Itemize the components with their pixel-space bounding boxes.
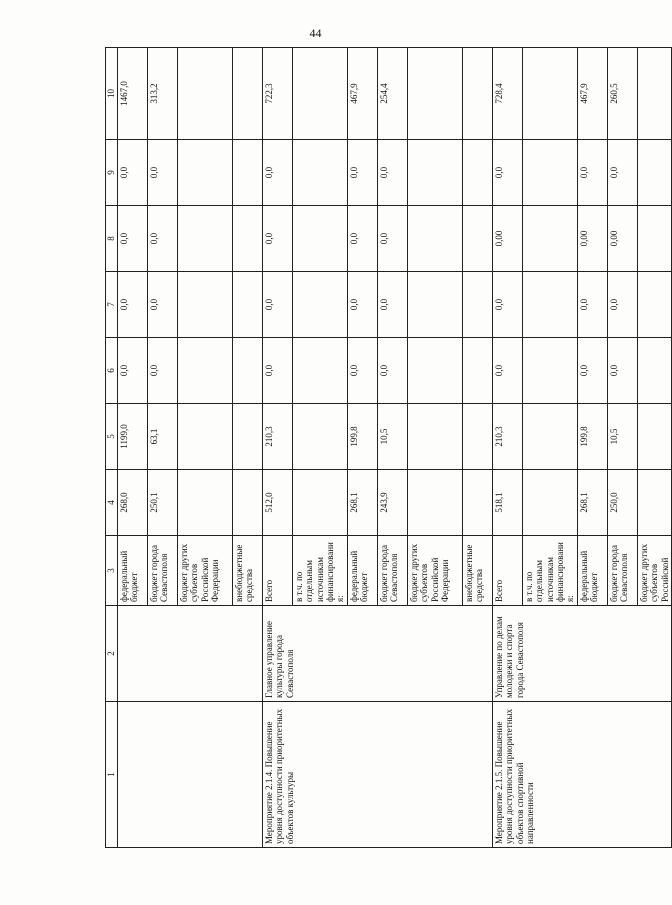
value-cell xyxy=(638,404,672,470)
value-cell: 10,5 xyxy=(608,404,638,470)
event-2-1-4-block xyxy=(263,48,493,848)
value-cell xyxy=(408,338,463,404)
value-cell xyxy=(178,206,233,272)
funding-source-cell: бюджет города Севастополя xyxy=(378,536,408,606)
value-cell xyxy=(408,48,463,140)
value-cell xyxy=(463,140,493,206)
value-cell xyxy=(523,48,578,140)
value-cell: 0,0 xyxy=(493,338,523,404)
value-cell xyxy=(233,338,263,404)
value-cell xyxy=(463,404,493,470)
value-cell: 250,1 xyxy=(148,470,178,536)
value-cell: 268,1 xyxy=(578,470,608,536)
value-cell: 722,3 xyxy=(263,48,293,140)
value-cell xyxy=(293,338,348,404)
value-cell xyxy=(293,404,348,470)
value-cell: 0,0 xyxy=(608,140,638,206)
funding-source-cell: внебюджетные средства xyxy=(463,536,493,606)
value-cell xyxy=(233,272,263,338)
value-cell: 268,0 xyxy=(118,470,148,536)
funding-source-cell: федеральный бюджет xyxy=(578,536,608,606)
value-cell: 518,1 xyxy=(493,470,523,536)
executor-cell xyxy=(118,606,263,702)
value-cell xyxy=(233,48,263,140)
value-cell xyxy=(408,470,463,536)
col-header-3: 3 xyxy=(106,536,118,606)
funding-source-cell: в т.ч. по отдельным источникам финансирования: xyxy=(293,536,348,606)
value-cell xyxy=(463,206,493,272)
column-number-row xyxy=(106,48,118,848)
value-cell: 0,0 xyxy=(118,140,148,206)
value-cell xyxy=(233,140,263,206)
executor-cell: Управление по делам молодежи и спорта города Севастополя xyxy=(493,606,672,702)
value-cell: 0,00 xyxy=(493,206,523,272)
value-cell xyxy=(293,48,348,140)
funding-source-cell: Всего xyxy=(263,536,293,606)
funding-source-cell: федеральный бюджет xyxy=(118,536,148,606)
funding-source-cell: федеральный бюджет xyxy=(348,536,378,606)
value-cell: 0,0 xyxy=(348,140,378,206)
value-cell xyxy=(638,338,672,404)
value-cell: 0,0 xyxy=(493,272,523,338)
value-cell: 0,0 xyxy=(378,206,408,272)
funding-source-cell: Всего xyxy=(493,536,523,606)
value-cell xyxy=(523,404,578,470)
col-header-4: 4 xyxy=(106,470,118,536)
value-cell: 0,0 xyxy=(148,338,178,404)
value-cell: 0,0 xyxy=(493,140,523,206)
value-cell: 199,8 xyxy=(348,404,378,470)
value-cell xyxy=(638,48,672,140)
table-row xyxy=(263,48,293,848)
page-number: 44 xyxy=(309,26,322,40)
value-cell xyxy=(523,338,578,404)
value-cell xyxy=(638,140,672,206)
value-cell: 1467,0 xyxy=(118,48,148,140)
financing-table xyxy=(105,47,672,848)
value-cell xyxy=(523,470,578,536)
value-cell xyxy=(638,206,672,272)
value-cell: 63,1 xyxy=(148,404,178,470)
col-header-5: 5 xyxy=(106,404,118,470)
value-cell xyxy=(178,48,233,140)
col-header-2: 2 xyxy=(106,606,118,702)
value-cell xyxy=(233,470,263,536)
funding-source-cell: бюджет других субъектов Российской xyxy=(638,536,672,606)
value-cell: 0,0 xyxy=(148,272,178,338)
value-cell xyxy=(178,470,233,536)
value-cell: 0,0 xyxy=(148,140,178,206)
value-cell xyxy=(463,272,493,338)
value-cell: 10,5 xyxy=(378,404,408,470)
value-cell: 210,3 xyxy=(263,404,293,470)
value-cell: 0,00 xyxy=(608,206,638,272)
col-header-1: 1 xyxy=(106,702,118,848)
value-cell xyxy=(523,272,578,338)
value-cell: 0,0 xyxy=(348,338,378,404)
value-cell: 728,4 xyxy=(493,48,523,140)
value-cell: 313,2 xyxy=(148,48,178,140)
value-cell xyxy=(463,470,493,536)
value-cell: 199,8 xyxy=(578,404,608,470)
value-cell xyxy=(463,48,493,140)
event-name-cell: Мероприятие 2.1.5. Повышение уровня доступности приоритетных объектов спортивной направленности xyxy=(493,702,672,848)
value-cell xyxy=(408,206,463,272)
value-cell: 0,0 xyxy=(608,338,638,404)
value-cell: 0,00 xyxy=(578,206,608,272)
value-cell: 0,0 xyxy=(578,140,608,206)
rotated-table-container xyxy=(105,48,670,848)
value-cell xyxy=(233,404,263,470)
value-cell xyxy=(408,140,463,206)
value-cell xyxy=(463,338,493,404)
event-2-1-5-block xyxy=(493,48,672,848)
value-cell: 268,1 xyxy=(348,470,378,536)
value-cell: 0,0 xyxy=(348,206,378,272)
value-cell: 1199,0 xyxy=(118,404,148,470)
value-cell xyxy=(408,404,463,470)
value-cell: 0,0 xyxy=(148,206,178,272)
value-cell xyxy=(293,470,348,536)
top-block xyxy=(118,48,263,848)
funding-source-cell: бюджет других субъектов Российской Федерации xyxy=(178,536,233,606)
executor-cell: Главное управление культуры города Севастополя xyxy=(263,606,493,702)
value-cell: 0,0 xyxy=(608,272,638,338)
value-cell: 467,9 xyxy=(348,48,378,140)
value-cell: 210,3 xyxy=(493,404,523,470)
funding-source-cell: в т.ч. по отдельным источникам финансирования: xyxy=(523,536,578,606)
value-cell: 512,0 xyxy=(263,470,293,536)
value-cell xyxy=(233,206,263,272)
col-header-9: 9 xyxy=(106,140,118,206)
value-cell: 0,0 xyxy=(263,338,293,404)
value-cell: 0,0 xyxy=(378,272,408,338)
value-cell: 0,0 xyxy=(348,272,378,338)
value-cell: 0,0 xyxy=(263,206,293,272)
value-cell: 0,0 xyxy=(378,338,408,404)
value-cell xyxy=(178,272,233,338)
value-cell: 0,0 xyxy=(263,140,293,206)
event-name-cell: Мероприятие 2.1.4. Повышение уровня доступности приоритетных объектов культуры xyxy=(263,702,493,848)
value-cell: 250,0 xyxy=(608,470,638,536)
value-cell xyxy=(293,272,348,338)
funding-source-cell: внебюджетные средства xyxy=(233,536,263,606)
value-cell: 260,5 xyxy=(608,48,638,140)
value-cell xyxy=(293,206,348,272)
col-header-7: 7 xyxy=(106,272,118,338)
table-row xyxy=(493,48,523,848)
table-row xyxy=(118,48,148,848)
col-header-10: 10 xyxy=(106,48,118,140)
value-cell: 243,9 xyxy=(378,470,408,536)
value-cell xyxy=(293,140,348,206)
value-cell: 0,0 xyxy=(578,338,608,404)
col-header-8: 8 xyxy=(106,206,118,272)
value-cell: 0,0 xyxy=(578,272,608,338)
event-name-cell xyxy=(118,702,263,848)
funding-source-cell: бюджет города Севастополя xyxy=(148,536,178,606)
value-cell xyxy=(178,140,233,206)
value-cell: 0,0 xyxy=(118,206,148,272)
funding-source-cell: бюджет других субъектов Российской Федерации xyxy=(408,536,463,606)
value-cell: 0,0 xyxy=(118,338,148,404)
value-cell xyxy=(523,206,578,272)
value-cell: 254,4 xyxy=(378,48,408,140)
value-cell: 0,0 xyxy=(263,272,293,338)
value-cell xyxy=(523,140,578,206)
value-cell xyxy=(408,272,463,338)
value-cell xyxy=(178,404,233,470)
funding-source-cell: бюджет города Севастополя xyxy=(608,536,638,606)
value-cell xyxy=(638,272,672,338)
value-cell: 0,0 xyxy=(118,272,148,338)
value-cell xyxy=(178,338,233,404)
value-cell: 0,0 xyxy=(378,140,408,206)
value-cell: 467,9 xyxy=(578,48,608,140)
col-header-6: 6 xyxy=(106,338,118,404)
value-cell xyxy=(638,470,672,536)
